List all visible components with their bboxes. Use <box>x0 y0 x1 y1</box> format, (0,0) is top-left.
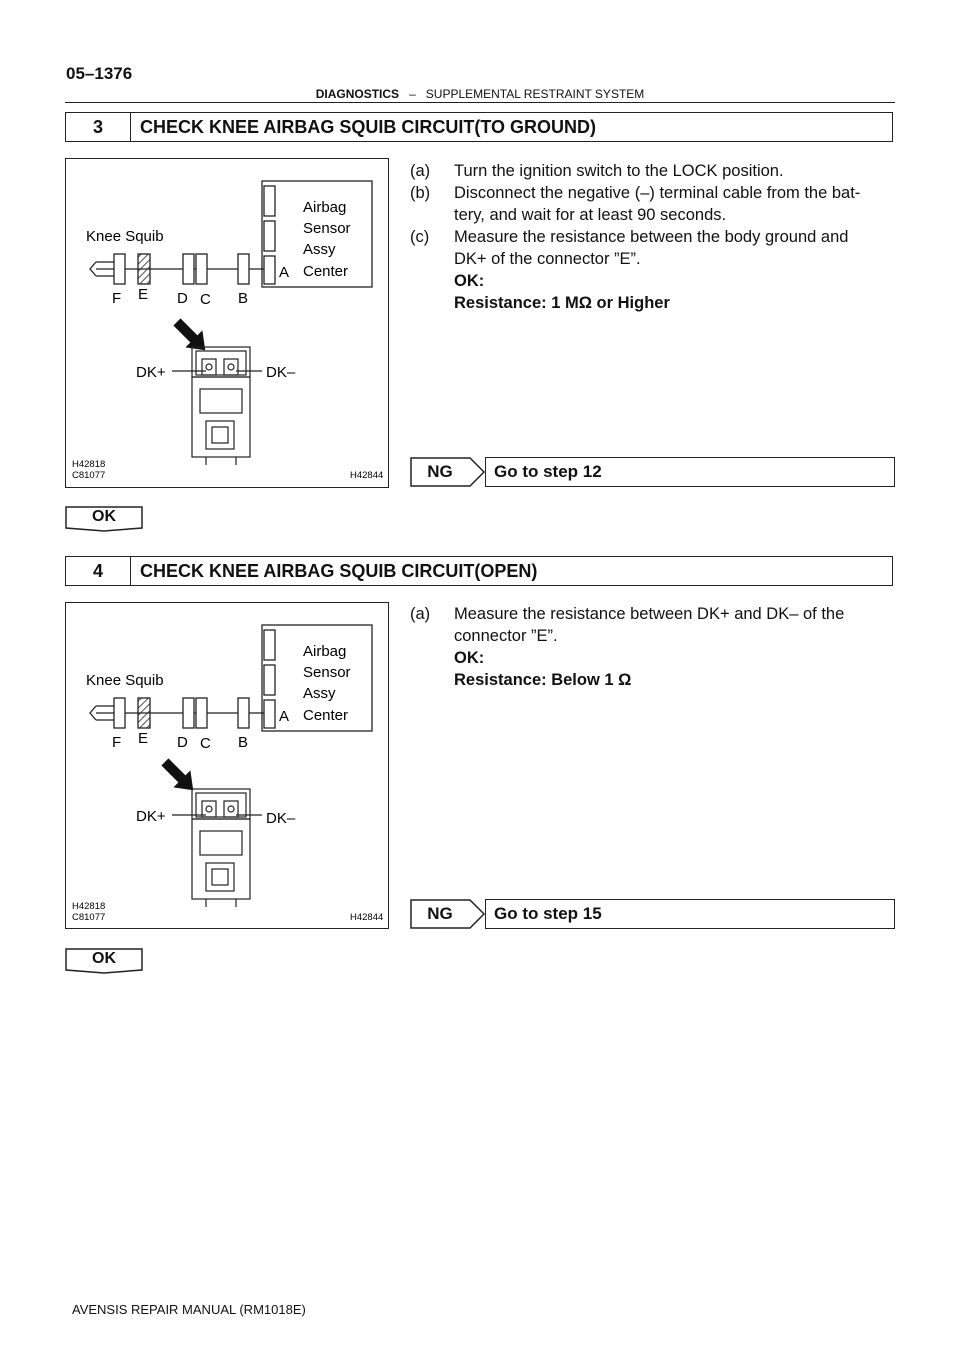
airbag-line-2: Sensor <box>303 664 351 681</box>
dk-plus-label: DK+ <box>136 808 166 825</box>
step-number: 4 <box>66 557 131 585</box>
connector-a-label: A <box>279 708 290 725</box>
step-number: 3 <box>66 113 131 141</box>
resistance-spec: Resistance: 1 MΩ or Higher <box>454 294 670 312</box>
connector-b-label: B <box>238 290 249 307</box>
connector-d <box>183 254 194 284</box>
ng-tag <box>410 899 486 929</box>
ok-label: OK: <box>454 649 485 667</box>
figure-code-1: H42818 <box>72 459 106 470</box>
step-3-figure <box>65 158 389 488</box>
airbag-line-3: Assy <box>303 241 336 258</box>
squib-diagram <box>66 159 387 486</box>
ok-text: OK <box>92 950 116 967</box>
dk-plus-label: DK+ <box>136 364 166 381</box>
connector-e-label: E <box>138 730 149 747</box>
instruction-cont: connector ”E”. <box>454 627 558 645</box>
connector-f-label: F <box>112 734 122 751</box>
instruction-label: (a) <box>410 162 431 180</box>
step-title: CHECK KNEE AIRBAG SQUIB CIRCUIT(OPEN) <box>140 560 538 581</box>
connector-c-label: C <box>200 291 211 308</box>
step-3-ng-row <box>410 457 895 487</box>
instruction-text: Disconnect the negative (–) terminal cable from the bat- <box>454 184 861 202</box>
figure-code-2: C81077 <box>72 470 106 481</box>
dk-minus-label: DK– <box>266 810 296 827</box>
airbag-line-4: Center <box>303 707 349 724</box>
resistance-spec: Resistance: Below 1 Ω <box>454 671 632 689</box>
step-3-ok-tag <box>65 506 143 532</box>
step-3-header <box>65 112 893 142</box>
connector-f <box>114 254 125 284</box>
connector-d <box>183 698 194 728</box>
step-3-instructions <box>410 160 895 314</box>
instruction-text: Turn the ignition switch to the LOCK position. <box>454 162 784 180</box>
connector-f <box>114 698 125 728</box>
dk-minus-label: DK– <box>266 364 296 381</box>
knee-squib-label: Knee Squib <box>86 672 164 689</box>
connector-b-label: B <box>238 734 249 751</box>
section-dash: – <box>409 87 416 101</box>
ok-label: OK: <box>454 272 485 290</box>
ng-text: NG <box>427 462 453 481</box>
instruction-text: Measure the resistance between DK+ and DK– of the <box>454 605 845 623</box>
instruction-label: (b) <box>410 184 431 202</box>
instruction-label: (a) <box>410 605 431 623</box>
connector-b <box>238 254 249 284</box>
connector-e-drawing <box>192 789 250 907</box>
connector-d-label: D <box>177 734 188 751</box>
go-to-step-link[interactable]: Go to step 15 <box>485 899 895 929</box>
step-4-ok-tag <box>65 948 143 974</box>
squib-diagram <box>66 603 387 927</box>
airbag-line-3: Assy <box>303 685 336 702</box>
ng-text: NG <box>427 904 453 923</box>
step-title: CHECK KNEE AIRBAG SQUIB CIRCUIT(TO GROUND) <box>140 116 597 137</box>
ok-text: OK <box>92 508 116 525</box>
section-header <box>0 87 960 101</box>
connector-e <box>138 254 150 284</box>
airbag-line-4: Center <box>303 263 349 280</box>
connector-c <box>196 698 207 728</box>
connector-a-label: A <box>279 264 290 281</box>
page-number: 05–1376 <box>66 64 133 83</box>
knee-squib-label: Knee Squib <box>86 228 164 245</box>
go-to-step-link[interactable]: Go to step 12 <box>485 457 895 487</box>
airbag-line-2: Sensor <box>303 220 351 237</box>
header-rule <box>65 102 895 103</box>
instruction-cont: DK+ of the connector ”E”. <box>454 250 641 268</box>
step-4-ng-row <box>410 899 895 929</box>
step-4-figure <box>65 602 389 929</box>
airbag-line-1: Airbag <box>303 199 347 216</box>
section-sub: SUPPLEMENTAL RESTRAINT SYSTEM <box>425 87 645 101</box>
connector-e-drawing <box>192 347 250 465</box>
step-4-instructions <box>410 603 895 691</box>
manual-footer: AVENSIS REPAIR MANUAL (RM1018E) <box>72 1302 306 1317</box>
pointer-arrow-icon <box>156 753 201 798</box>
connector-b <box>238 698 249 728</box>
figure-code-right: H42844 <box>350 912 384 923</box>
instruction-cont: tery, and wait for at least 90 seconds. <box>454 206 727 224</box>
ng-tag <box>410 457 486 487</box>
figure-code-right: H42844 <box>350 470 384 481</box>
airbag-line-1: Airbag <box>303 643 347 660</box>
section-main: DIAGNOSTICS <box>315 87 400 101</box>
connector-c <box>196 254 207 284</box>
figure-code-2: C81077 <box>72 912 106 923</box>
connector-c-label: C <box>200 735 211 752</box>
step-4-header <box>65 556 893 586</box>
instruction-label: (c) <box>410 228 430 246</box>
connector-e-label: E <box>138 286 149 303</box>
figure-code-1: H42818 <box>72 901 106 912</box>
connector-d-label: D <box>177 290 188 307</box>
pointer-arrow-icon <box>168 313 213 358</box>
instruction-text: Measure the resistance between the body ground and <box>454 228 849 246</box>
connector-e <box>138 698 150 728</box>
connector-f-label: F <box>112 290 122 307</box>
